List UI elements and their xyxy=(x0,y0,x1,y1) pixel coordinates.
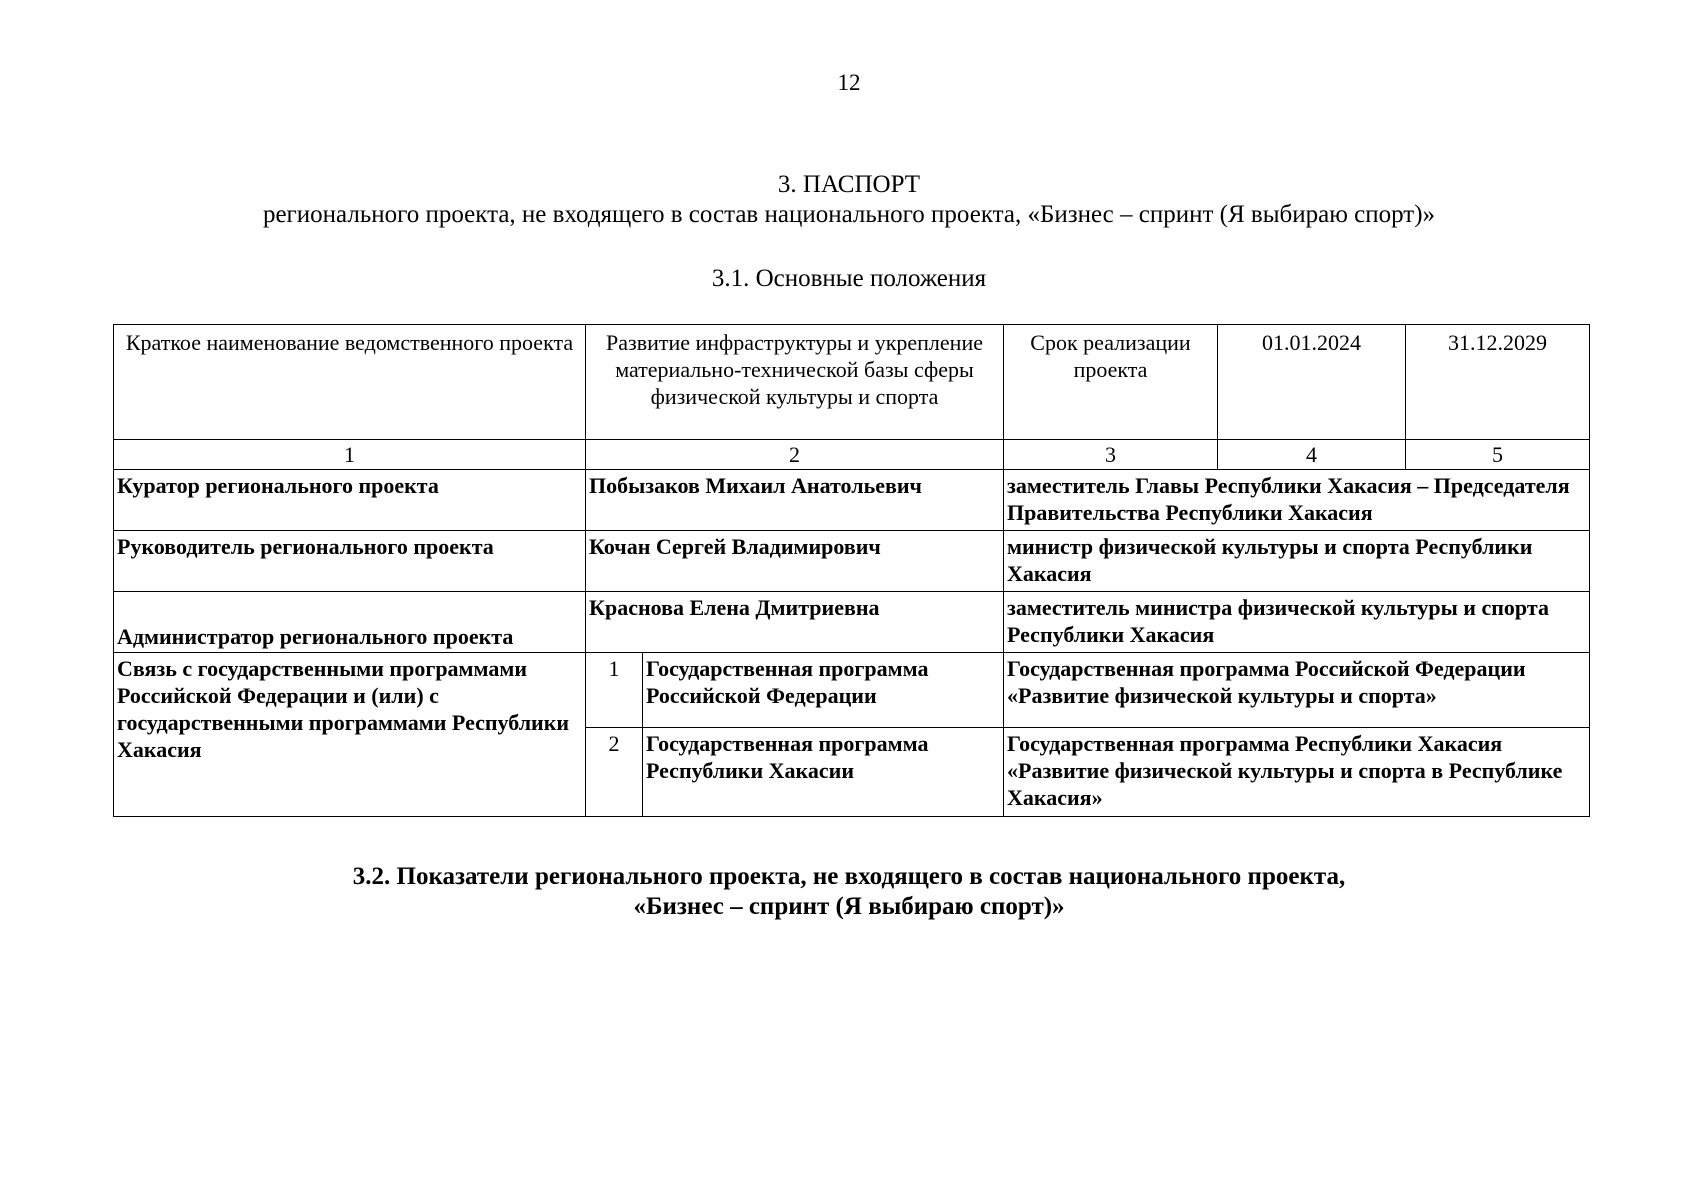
head-position: министр физической культуры и спорта Республики Хакасия xyxy=(1004,531,1590,592)
table-row-head xyxy=(114,531,1590,592)
table-row-administrator xyxy=(114,592,1590,653)
curator-label: Куратор регионального проекта xyxy=(114,470,586,531)
administrator-name: Краснова Елена Дмитриевна xyxy=(586,592,1004,653)
head-label: Руководитель регионального проекта xyxy=(114,531,586,592)
document-heading xyxy=(0,170,1698,230)
passport-table xyxy=(113,324,1590,817)
column-number: 1 xyxy=(114,440,586,470)
program-number: 2 xyxy=(586,728,643,817)
end-date-cell: 31.12.2029 xyxy=(1406,325,1590,440)
program-type: Государственная программа Российской Федерации xyxy=(643,653,1004,728)
column-number: 5 xyxy=(1406,440,1590,470)
administrator-position: заместитель министра физической культуры и спорта Республики Хакасия xyxy=(1004,592,1590,653)
curator-name: Побызаков Михаил Анатольевич xyxy=(586,470,1004,531)
curator-position: заместитель Главы Республики Хакасия – Председателя Правительства Республики Хакасия xyxy=(1004,470,1590,531)
section-title-3-2 xyxy=(0,862,1698,922)
program-number: 1 xyxy=(586,653,643,728)
column-number: 4 xyxy=(1218,440,1406,470)
table-row-program-1 xyxy=(114,653,1590,728)
program-name: Государственная программа Республики Хакасия «Развитие физической культуры и спорта в Республике Хакасия» xyxy=(1004,728,1590,817)
head-name: Кочан Сергей Владимирович xyxy=(586,531,1004,592)
heading-title: 3. ПАСПОРТ xyxy=(777,171,921,198)
column-numbers-row xyxy=(114,440,1590,470)
programs-label: Связь с государственными программами Российской Федерации и (или) с государственными программами Республики Хакасия xyxy=(114,653,586,817)
section-3-2-line1: 3.2. Показатели регионального проекта, не входящего в состав национального проекта, xyxy=(352,863,1346,890)
administrator-label: Администратор регионального проекта xyxy=(114,592,586,653)
table-header-row xyxy=(114,325,1590,440)
section-title-3-1: 3.1. Основные положения xyxy=(711,265,987,292)
short-name-value-cell: Развитие инфраструктуры и укрепление материально-технической базы сферы физической культуры и спорта xyxy=(586,325,1004,440)
short-name-label-cell: Краткое наименование ведомственного проекта xyxy=(114,325,586,440)
program-name: Государственная программа Российской Федерации «Развитие физической культуры и спорта» xyxy=(1004,653,1590,728)
column-number: 2 xyxy=(586,440,1004,470)
page-number: 12 xyxy=(837,70,861,95)
start-date-cell: 01.01.2024 xyxy=(1218,325,1406,440)
heading-subtitle: регионального проекта, не входящего в состав национального проекта, «Бизнес – спринт (Я выбираю спорт)» xyxy=(262,201,1436,228)
section-3-2-line2: «Бизнес – спринт (Я выбираю спорт)» xyxy=(633,893,1065,920)
column-number: 3 xyxy=(1004,440,1218,470)
term-label-cell: Срок реализации проекта xyxy=(1004,325,1218,440)
program-type: Государственная программа Республики Хакасии xyxy=(643,728,1004,817)
table-row-curator xyxy=(114,470,1590,531)
